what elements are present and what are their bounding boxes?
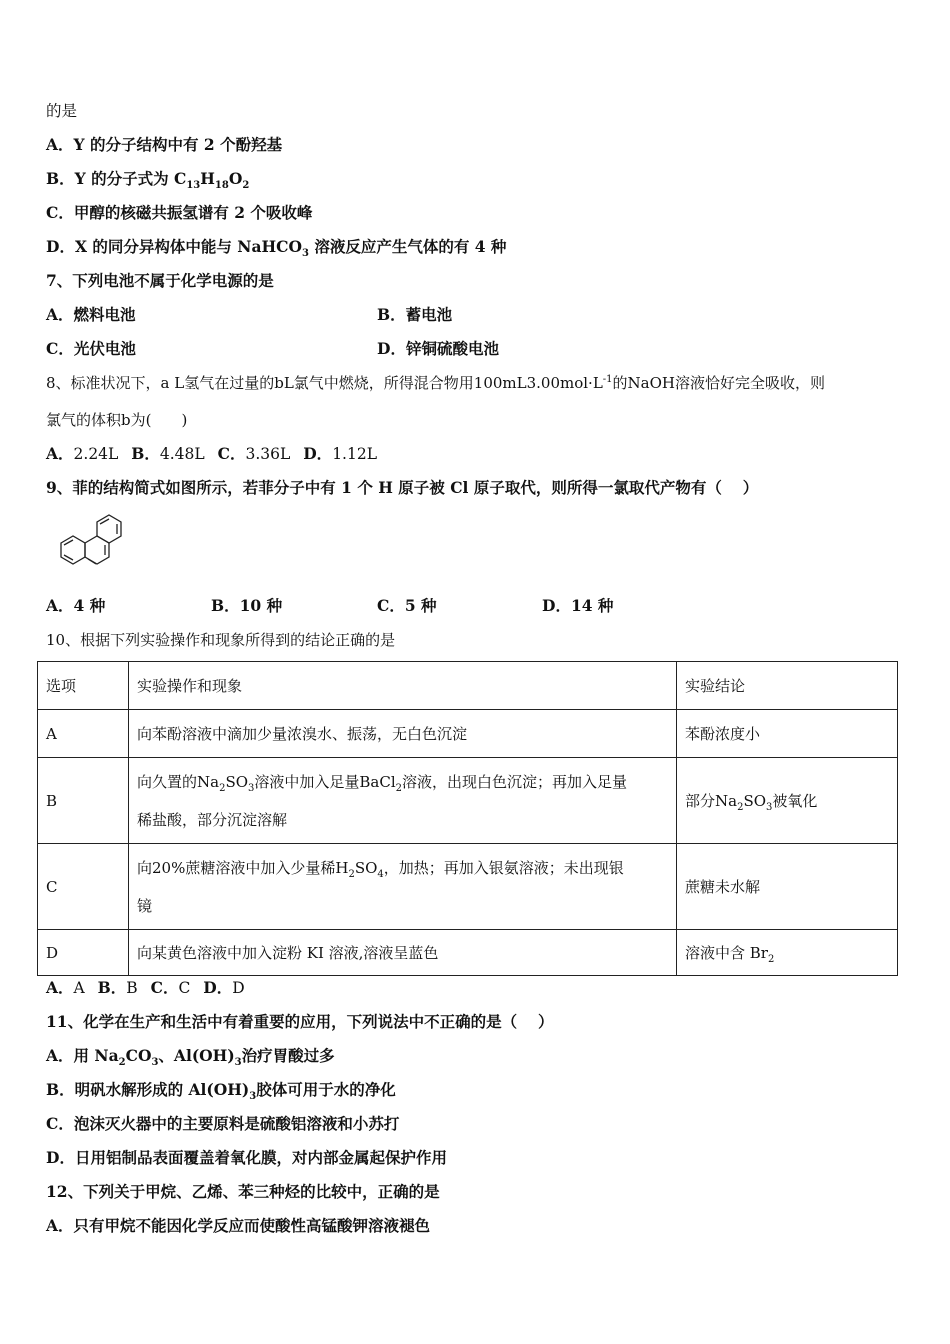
- option-label: D．: [203, 978, 233, 997]
- text-part: 溶液中加入足量BaCl: [254, 772, 396, 791]
- option-text: 溶液反应产生气体的有 4 种: [308, 237, 507, 256]
- table-cell-option: B: [38, 758, 129, 844]
- subscript: 3: [151, 1057, 159, 1069]
- option-text: 只有甲烷不能因化学反应而使酸性高锰酸钾溶液褪色: [73, 1216, 431, 1235]
- text-part: 被氧化: [772, 791, 818, 810]
- subscript: 3: [766, 801, 773, 813]
- table-header-row: [38, 662, 898, 710]
- option-text: 日用铝制品表面覆盖着氧化膜，对内部金属起保护作用: [74, 1148, 447, 1167]
- subscript: 2: [348, 868, 355, 880]
- q9-stem: [46, 477, 758, 499]
- subscript: 2: [242, 180, 250, 192]
- option-text: 4 种: [73, 596, 106, 615]
- option-label: A．: [46, 1216, 74, 1235]
- option-text: 蓄电池: [405, 305, 453, 324]
- q10-stem: [46, 629, 395, 651]
- text-part: 用 Na: [73, 1046, 119, 1065]
- table-cell-conclusion: 苯酚浓度小: [677, 710, 898, 758]
- subscript: 2: [118, 1057, 126, 1069]
- q7-option-b: [377, 304, 452, 326]
- text-part: CO: [125, 1046, 152, 1065]
- option-text: 2.24L: [73, 445, 119, 463]
- q7-option-d: [377, 338, 499, 360]
- option-text: 3.36L: [245, 445, 291, 463]
- q9-option-b: [211, 595, 282, 617]
- option-text: 锌铜硫酸电池: [405, 339, 499, 358]
- option-text: B: [126, 979, 138, 997]
- q11-option-c: [46, 1113, 399, 1135]
- option-text: 光伏电池: [73, 339, 136, 358]
- subscript: 4: [377, 868, 384, 880]
- table-cell-conclusion: [677, 758, 898, 844]
- option-label: A．: [46, 1046, 74, 1065]
- q6-option-d: [46, 236, 506, 258]
- option-text: 甲醇的核磁共振氢谱有 2 个吸收峰: [73, 203, 313, 222]
- table-cell-option: C: [38, 844, 129, 930]
- option-text: A: [73, 979, 85, 997]
- experiment-table: [37, 661, 898, 976]
- q8-stem-line1: [46, 372, 825, 394]
- option-label: A．: [46, 444, 74, 463]
- phenanthrene-structure-image: [48, 512, 128, 582]
- subscript: 2: [767, 953, 775, 965]
- text-part: SO: [225, 772, 249, 791]
- table-cell-operation: [129, 844, 677, 930]
- q10-stem-text: 10、根据下列实验操作和现象所得到的结论正确的是: [46, 631, 396, 649]
- option-label: D．: [377, 339, 406, 358]
- operation-line: [137, 763, 668, 801]
- formula-part: X 的同分异构体中能与 NaHCO: [74, 237, 302, 256]
- q11-stem-text: 11、化学在生产和生活中有着重要的应用，下列说法中不正确的是（ ）: [46, 1012, 554, 1031]
- text-part: 胶体可用于水的净化: [256, 1080, 396, 1099]
- option-text: 10 种: [239, 596, 283, 615]
- formula-part: O: [228, 169, 243, 188]
- option-label: D．: [46, 237, 75, 256]
- subscript: 3: [248, 782, 255, 794]
- subscript: 3: [249, 1091, 257, 1103]
- text-part: 向久置的Na: [137, 772, 220, 791]
- option-text: 燃料电池: [73, 305, 136, 324]
- operation-line: 镜: [137, 896, 153, 915]
- formula-part: Y 的分子式为 C: [74, 169, 187, 188]
- option-text: 5 种: [404, 596, 437, 615]
- subscript: 13: [186, 180, 201, 192]
- option-text: C: [178, 979, 191, 997]
- table-row: [38, 930, 898, 976]
- option-label: B．: [377, 305, 406, 324]
- text-part: ，加热；再加入银氨溶液；未出现银: [383, 858, 624, 877]
- text-part: 向20%蔗糖溶液中加入少量稀H: [137, 858, 349, 877]
- text-part: SO: [743, 791, 767, 810]
- q8-options: [46, 443, 377, 465]
- q8-stem-line2: [46, 409, 187, 431]
- option-label: C．: [150, 978, 179, 997]
- option-label: C．: [217, 444, 246, 463]
- option-label: D．: [46, 1148, 75, 1167]
- table-cell-conclusion: 蔗糖未水解: [677, 844, 898, 930]
- text-part: 部分Na: [685, 791, 738, 810]
- q12-option-a: [46, 1215, 430, 1237]
- q9-option-c: [377, 595, 437, 617]
- subscript: 2: [395, 782, 403, 794]
- option-text: 泡沫灭火器中的主要原料是硫酸铝溶液和小苏打: [73, 1114, 400, 1133]
- table-row: [38, 758, 898, 844]
- superscript: -1: [602, 374, 613, 385]
- q8-stem-text: 8、标准状况下，a L氢气在过量的bL氯气中燃烧，所得混合物用100mL3.00mol·L: [46, 374, 603, 392]
- q9-stem-text: 9、菲的结构简式如图所示，若菲分子中有 1 个 H 原子被 Cl 原子取代，则所得一氯取代产物有（ ）: [46, 478, 759, 497]
- text-part: 明矾水解形成的 Al(OH): [74, 1080, 250, 1099]
- q6-option-a: [46, 134, 282, 156]
- option-label: A．: [46, 305, 74, 324]
- q11-option-b: [46, 1079, 396, 1101]
- option-label: C．: [46, 1114, 74, 1133]
- q9-option-d: [542, 595, 613, 617]
- option-text: Y 的分子结构中有 2 个酚羟基: [73, 135, 283, 154]
- table-header-cell: 实验结论: [677, 662, 898, 710]
- table-cell-operation: 向某黄色溶液中加入淀粉 KI 溶液,溶液呈蓝色: [129, 930, 677, 976]
- q6-stem-end-text: 的是: [46, 102, 78, 120]
- operation-line: [137, 849, 668, 887]
- table-header-cell: 选项: [38, 662, 129, 710]
- table-header-cell: 实验操作和现象: [129, 662, 677, 710]
- table-row: [38, 844, 898, 930]
- q11-option-d: [46, 1147, 447, 1169]
- table-cell-option: A: [38, 710, 129, 758]
- q6-stem-end: [46, 100, 77, 122]
- text-part: 治疗胃酸过多: [241, 1046, 335, 1065]
- q8-stem-text: 氯气的体积b为( ): [46, 411, 188, 429]
- q8-stem-text: 的NaOH溶液恰好完全吸收，则: [612, 374, 825, 392]
- option-label: C．: [46, 339, 74, 358]
- text-part: SO: [354, 858, 378, 877]
- option-label: D．: [303, 444, 333, 463]
- operation-line: 稀盐酸，部分沉淀溶解: [137, 810, 288, 829]
- option-text: 1.12L: [332, 445, 377, 463]
- double-bond: [88, 559, 96, 564]
- text-part: 溶液中含 Br: [685, 943, 768, 962]
- q9-option-a: [46, 595, 105, 617]
- table-row: [38, 710, 898, 758]
- subscript: 18: [214, 180, 229, 192]
- table-cell-operation: 向苯酚溶液中滴加少量浓溴水、振荡，无白色沉淀: [129, 710, 677, 758]
- option-label: B．: [211, 596, 240, 615]
- option-label: A．: [46, 596, 74, 615]
- table-cell-operation: [129, 758, 677, 844]
- option-text: 4.48L: [159, 445, 205, 463]
- q11-stem: [46, 1011, 553, 1033]
- q6-option-b: [46, 168, 249, 190]
- q7-option-a: [46, 304, 136, 326]
- table-cell-option: D: [38, 930, 129, 976]
- formula-part: H: [200, 169, 215, 188]
- option-label: C．: [46, 203, 74, 222]
- option-text: 14 种: [570, 596, 614, 615]
- subscript: 3: [301, 248, 309, 260]
- option-label: B．: [46, 169, 75, 188]
- subscript: 3: [234, 1057, 242, 1069]
- subscript: 2: [737, 801, 744, 813]
- q10-answers: [46, 977, 245, 999]
- option-text: D: [232, 979, 245, 997]
- text-part: 溶液，出现白色沉淀；再加入足量: [402, 772, 628, 791]
- option-label: B．: [97, 978, 127, 997]
- q7-option-c: [46, 338, 136, 360]
- option-label: B．: [131, 444, 160, 463]
- table-cell-conclusion: [677, 930, 898, 976]
- q7-stem-text: 7、下列电池不属于化学电源的是: [46, 271, 274, 290]
- q12-stem: [46, 1181, 440, 1203]
- subscript: 2: [219, 782, 226, 794]
- option-label: C．: [377, 596, 405, 615]
- q7-stem: [46, 270, 274, 292]
- option-label: B．: [46, 1080, 75, 1099]
- option-label: D．: [542, 596, 571, 615]
- option-label: A．: [46, 978, 74, 997]
- text-part: 、Al(OH): [158, 1046, 235, 1065]
- q6-option-c: [46, 202, 312, 224]
- q12-stem-text: 12、下列关于甲烷、乙烯、苯三种烃的比较中，正确的是: [46, 1182, 440, 1201]
- option-label: A．: [46, 135, 74, 154]
- q11-option-a: [46, 1045, 335, 1067]
